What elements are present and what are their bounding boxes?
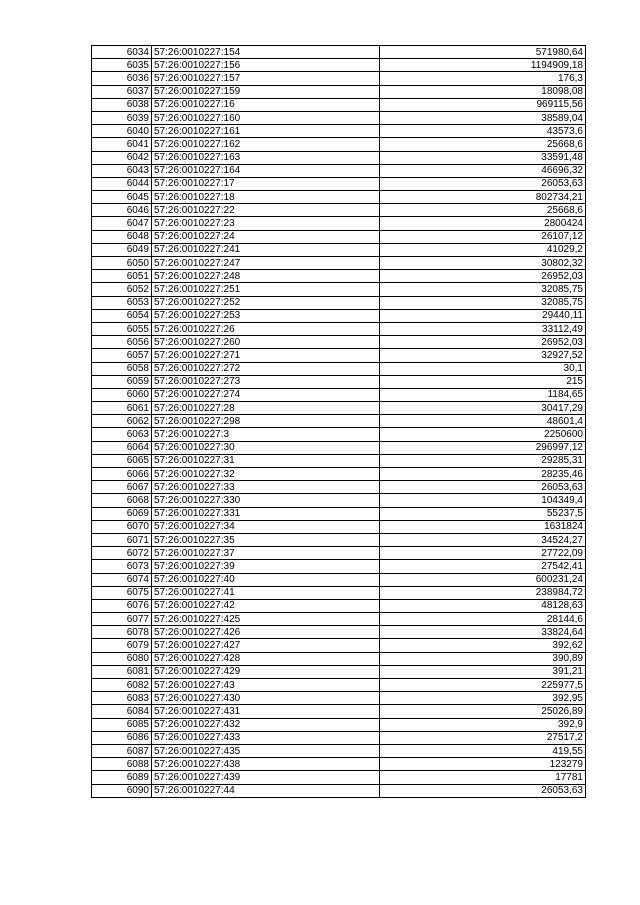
row-number: 6088 xyxy=(92,758,152,771)
table-row xyxy=(92,336,586,349)
row-number: 6046 xyxy=(92,204,152,217)
row-number: 6085 xyxy=(92,718,152,731)
cadastral-value: 27517,2 xyxy=(380,731,586,744)
cadastral-value: 46696,32 xyxy=(380,164,586,177)
row-number: 6056 xyxy=(92,336,152,349)
cadastral-value: 969115,56 xyxy=(380,98,586,111)
row-number: 6086 xyxy=(92,731,152,744)
row-number: 6063 xyxy=(92,428,152,441)
table-row xyxy=(92,296,586,309)
row-number: 6052 xyxy=(92,283,152,296)
cadastral-value: 26952,03 xyxy=(380,270,586,283)
table-row xyxy=(92,573,586,586)
cadastral-number: 57:26:0010227:154 xyxy=(152,46,380,59)
table-row xyxy=(92,138,586,151)
cadastral-number: 57:26:0010227:298 xyxy=(152,415,380,428)
row-number: 6042 xyxy=(92,151,152,164)
cadastral-value: 1194909,18 xyxy=(380,59,586,72)
table-row xyxy=(92,322,586,335)
cadastral-value: 176,3 xyxy=(380,72,586,85)
cadastral-value: 38589,04 xyxy=(380,111,586,124)
row-number: 6037 xyxy=(92,85,152,98)
cadastral-number: 57:26:0010227:22 xyxy=(152,204,380,217)
row-number: 6036 xyxy=(92,72,152,85)
cadastral-number: 57:26:0010227:157 xyxy=(152,72,380,85)
cadastral-value: 30802,32 xyxy=(380,257,586,270)
row-number: 6058 xyxy=(92,362,152,375)
table-row xyxy=(92,494,586,507)
table-row xyxy=(92,164,586,177)
cadastral-value: 28144,6 xyxy=(380,613,586,626)
table-row xyxy=(92,705,586,718)
table-row xyxy=(92,257,586,270)
row-number: 6080 xyxy=(92,652,152,665)
cadastral-value: 34524,27 xyxy=(380,533,586,546)
cadastral-value: 28235,46 xyxy=(380,468,586,481)
cadastral-value: 215 xyxy=(380,375,586,388)
row-number: 6061 xyxy=(92,402,152,415)
cadastral-value: 26053,63 xyxy=(380,481,586,494)
cadastral-number: 57:26:0010227:23 xyxy=(152,217,380,230)
cadastral-value: 29285,31 xyxy=(380,454,586,467)
row-number: 6081 xyxy=(92,665,152,678)
cadastral-number: 57:26:0010227:260 xyxy=(152,336,380,349)
table-row xyxy=(92,626,586,639)
row-number: 6068 xyxy=(92,494,152,507)
table-row xyxy=(92,217,586,230)
table-row xyxy=(92,520,586,533)
row-number: 6051 xyxy=(92,270,152,283)
cadastral-value: 25668,6 xyxy=(380,204,586,217)
cadastral-value: 392,9 xyxy=(380,718,586,731)
cadastral-number: 57:26:0010227:433 xyxy=(152,731,380,744)
cadastral-number: 57:26:0010227:34 xyxy=(152,520,380,533)
table-row xyxy=(92,454,586,467)
cadastral-value: 18098,08 xyxy=(380,85,586,98)
row-number: 6055 xyxy=(92,322,152,335)
table-row xyxy=(92,599,586,612)
table-row xyxy=(92,665,586,678)
cadastral-number: 57:26:0010227:431 xyxy=(152,705,380,718)
table-row xyxy=(92,507,586,520)
row-number: 6064 xyxy=(92,441,152,454)
cadastral-value: 225977,5 xyxy=(380,679,586,692)
cadastral-number: 57:26:0010227:24 xyxy=(152,230,380,243)
cadastral-value: 30,1 xyxy=(380,362,586,375)
table-row xyxy=(92,98,586,111)
cadastral-value: 2800424 xyxy=(380,217,586,230)
row-number: 6089 xyxy=(92,771,152,784)
row-number: 6048 xyxy=(92,230,152,243)
cadastral-value: 1631824 xyxy=(380,520,586,533)
row-number: 6045 xyxy=(92,191,152,204)
cadastral-value: 55237,5 xyxy=(380,507,586,520)
cadastral-value: 32085,75 xyxy=(380,283,586,296)
table-row xyxy=(92,428,586,441)
cadastral-number: 57:26:0010227:427 xyxy=(152,639,380,652)
cadastral-number: 57:26:0010227:272 xyxy=(152,362,380,375)
cadastral-number: 57:26:0010227:274 xyxy=(152,388,380,401)
row-number: 6065 xyxy=(92,454,152,467)
table-row xyxy=(92,679,586,692)
row-number: 6035 xyxy=(92,59,152,72)
table-row xyxy=(92,784,586,797)
row-number: 6083 xyxy=(92,692,152,705)
cadastral-number: 57:26:0010227:44 xyxy=(152,784,380,797)
table-row xyxy=(92,111,586,124)
table-row xyxy=(92,309,586,322)
cadastral-number: 57:26:0010227:248 xyxy=(152,270,380,283)
cadastral-number: 57:26:0010227:252 xyxy=(152,296,380,309)
row-number: 6044 xyxy=(92,177,152,190)
cadastral-value: 17781 xyxy=(380,771,586,784)
row-number: 6071 xyxy=(92,533,152,546)
cadastral-number: 57:26:0010227:435 xyxy=(152,744,380,757)
cadastral-value: 26952,03 xyxy=(380,336,586,349)
row-number: 6040 xyxy=(92,125,152,138)
table-row xyxy=(92,230,586,243)
table-row xyxy=(92,560,586,573)
cadastral-value: 1184,65 xyxy=(380,388,586,401)
cadastral-number: 57:26:0010227:163 xyxy=(152,151,380,164)
cadastral-number: 57:26:0010227:253 xyxy=(152,309,380,322)
row-number: 6047 xyxy=(92,217,152,230)
table-row xyxy=(92,547,586,560)
table-row xyxy=(92,718,586,731)
cadastral-number: 57:26:0010227:43 xyxy=(152,679,380,692)
cadastral-number: 57:26:0010227:16 xyxy=(152,98,380,111)
cadastral-value: 27722,09 xyxy=(380,547,586,560)
cadastral-value: 238984,72 xyxy=(380,586,586,599)
cadastral-value: 43573,6 xyxy=(380,125,586,138)
table-row xyxy=(92,349,586,362)
table-row xyxy=(92,758,586,771)
row-number: 6078 xyxy=(92,626,152,639)
row-number: 6041 xyxy=(92,138,152,151)
row-number: 6054 xyxy=(92,309,152,322)
row-number: 6079 xyxy=(92,639,152,652)
cadastral-number: 57:26:0010227:164 xyxy=(152,164,380,177)
table-row xyxy=(92,72,586,85)
row-number: 6059 xyxy=(92,375,152,388)
cadastral-value: 30417,29 xyxy=(380,402,586,415)
table-row xyxy=(92,731,586,744)
row-number: 6053 xyxy=(92,296,152,309)
row-number: 6090 xyxy=(92,784,152,797)
cadastral-value: 27542,41 xyxy=(380,560,586,573)
cadastral-number: 57:26:0010227:159 xyxy=(152,85,380,98)
table-row xyxy=(92,652,586,665)
row-number: 6069 xyxy=(92,507,152,520)
row-number: 6082 xyxy=(92,679,152,692)
cadastral-value: 600231,24 xyxy=(380,573,586,586)
row-number: 6066 xyxy=(92,468,152,481)
row-number: 6077 xyxy=(92,613,152,626)
cadastral-value: 25668,6 xyxy=(380,138,586,151)
cadastral-value: 392,62 xyxy=(380,639,586,652)
cadastral-number: 57:26:0010227:430 xyxy=(152,692,380,705)
row-number: 6049 xyxy=(92,243,152,256)
row-number: 6038 xyxy=(92,98,152,111)
table-body xyxy=(92,46,586,798)
cadastral-value: 29440,11 xyxy=(380,309,586,322)
cadastral-value: 32085,75 xyxy=(380,296,586,309)
cadastral-value: 2250600 xyxy=(380,428,586,441)
table-row xyxy=(92,270,586,283)
cadastral-number: 57:26:0010227:30 xyxy=(152,441,380,454)
cadastral-number: 57:26:0010227:429 xyxy=(152,665,380,678)
cadastral-number: 57:26:0010227:247 xyxy=(152,257,380,270)
table-row xyxy=(92,402,586,415)
table-row xyxy=(92,468,586,481)
cadastral-value: 419,55 xyxy=(380,744,586,757)
cadastral-number: 57:26:0010227:273 xyxy=(152,375,380,388)
row-number: 6072 xyxy=(92,547,152,560)
table-row xyxy=(92,204,586,217)
cadastral-number: 57:26:0010227:438 xyxy=(152,758,380,771)
row-number: 6062 xyxy=(92,415,152,428)
table-row xyxy=(92,441,586,454)
cadastral-value-table xyxy=(91,45,586,798)
cadastral-number: 57:26:0010227:439 xyxy=(152,771,380,784)
cadastral-value: 26053,63 xyxy=(380,784,586,797)
table-row xyxy=(92,283,586,296)
row-number: 6060 xyxy=(92,388,152,401)
row-number: 6050 xyxy=(92,257,152,270)
cadastral-number: 57:26:0010227:330 xyxy=(152,494,380,507)
table-row xyxy=(92,362,586,375)
cadastral-value: 33824,64 xyxy=(380,626,586,639)
table-row xyxy=(92,46,586,59)
table-row xyxy=(92,771,586,784)
table-row xyxy=(92,639,586,652)
cadastral-number: 57:26:0010227:3 xyxy=(152,428,380,441)
cadastral-number: 57:26:0010227:162 xyxy=(152,138,380,151)
row-number: 6074 xyxy=(92,573,152,586)
cadastral-number: 57:26:0010227:33 xyxy=(152,481,380,494)
cadastral-number: 57:26:0010227:41 xyxy=(152,586,380,599)
cadastral-value: 26107,12 xyxy=(380,230,586,243)
cadastral-value: 48601,4 xyxy=(380,415,586,428)
cadastral-value: 33591,48 xyxy=(380,151,586,164)
table-row xyxy=(92,85,586,98)
table-row xyxy=(92,375,586,388)
cadastral-number: 57:26:0010227:271 xyxy=(152,349,380,362)
cadastral-number: 57:26:0010227:161 xyxy=(152,125,380,138)
table-row xyxy=(92,744,586,757)
table-row xyxy=(92,481,586,494)
table-row xyxy=(92,586,586,599)
cadastral-value: 48128,63 xyxy=(380,599,586,612)
cadastral-number: 57:26:0010227:31 xyxy=(152,454,380,467)
cadastral-number: 57:26:0010227:160 xyxy=(152,111,380,124)
cadastral-value: 26053,63 xyxy=(380,177,586,190)
cadastral-number: 57:26:0010227:156 xyxy=(152,59,380,72)
table-row xyxy=(92,59,586,72)
cadastral-value: 33112,49 xyxy=(380,322,586,335)
cadastral-number: 57:26:0010227:241 xyxy=(152,243,380,256)
table-row xyxy=(92,243,586,256)
row-number: 6067 xyxy=(92,481,152,494)
table-row xyxy=(92,388,586,401)
cadastral-value: 802734,21 xyxy=(380,191,586,204)
table-row xyxy=(92,191,586,204)
row-number: 6073 xyxy=(92,560,152,573)
cadastral-number: 57:26:0010227:251 xyxy=(152,283,380,296)
cadastral-value: 391,21 xyxy=(380,665,586,678)
cadastral-number: 57:26:0010227:428 xyxy=(152,652,380,665)
cadastral-number: 57:26:0010227:18 xyxy=(152,191,380,204)
table-row xyxy=(92,177,586,190)
table-row xyxy=(92,415,586,428)
cadastral-value: 392,95 xyxy=(380,692,586,705)
row-number: 6075 xyxy=(92,586,152,599)
table-row xyxy=(92,692,586,705)
row-number: 6057 xyxy=(92,349,152,362)
row-number: 6034 xyxy=(92,46,152,59)
cadastral-value: 41029,2 xyxy=(380,243,586,256)
row-number: 6087 xyxy=(92,744,152,757)
cadastral-number: 57:26:0010227:331 xyxy=(152,507,380,520)
table-row xyxy=(92,125,586,138)
row-number: 6070 xyxy=(92,520,152,533)
cadastral-number: 57:26:0010227:17 xyxy=(152,177,380,190)
cadastral-number: 57:26:0010227:26 xyxy=(152,322,380,335)
row-number: 6039 xyxy=(92,111,152,124)
row-number: 6084 xyxy=(92,705,152,718)
cadastral-number: 57:26:0010227:426 xyxy=(152,626,380,639)
table-row xyxy=(92,151,586,164)
table-row xyxy=(92,613,586,626)
cadastral-number: 57:26:0010227:35 xyxy=(152,533,380,546)
cadastral-number: 57:26:0010227:40 xyxy=(152,573,380,586)
cadastral-number: 57:26:0010227:37 xyxy=(152,547,380,560)
cadastral-value: 571980,64 xyxy=(380,46,586,59)
table-row xyxy=(92,533,586,546)
cadastral-number: 57:26:0010227:425 xyxy=(152,613,380,626)
cadastral-value: 123279 xyxy=(380,758,586,771)
cadastral-number: 57:26:0010227:42 xyxy=(152,599,380,612)
cadastral-number: 57:26:0010227:39 xyxy=(152,560,380,573)
cadastral-number: 57:26:0010227:28 xyxy=(152,402,380,415)
cadastral-number: 57:26:0010227:432 xyxy=(152,718,380,731)
cadastral-value: 390,89 xyxy=(380,652,586,665)
cadastral-value: 25026,89 xyxy=(380,705,586,718)
cadastral-value: 296997,12 xyxy=(380,441,586,454)
cadastral-value: 32927,52 xyxy=(380,349,586,362)
row-number: 6043 xyxy=(92,164,152,177)
cadastral-number: 57:26:0010227:32 xyxy=(152,468,380,481)
cadastral-value: 104349,4 xyxy=(380,494,586,507)
row-number: 6076 xyxy=(92,599,152,612)
